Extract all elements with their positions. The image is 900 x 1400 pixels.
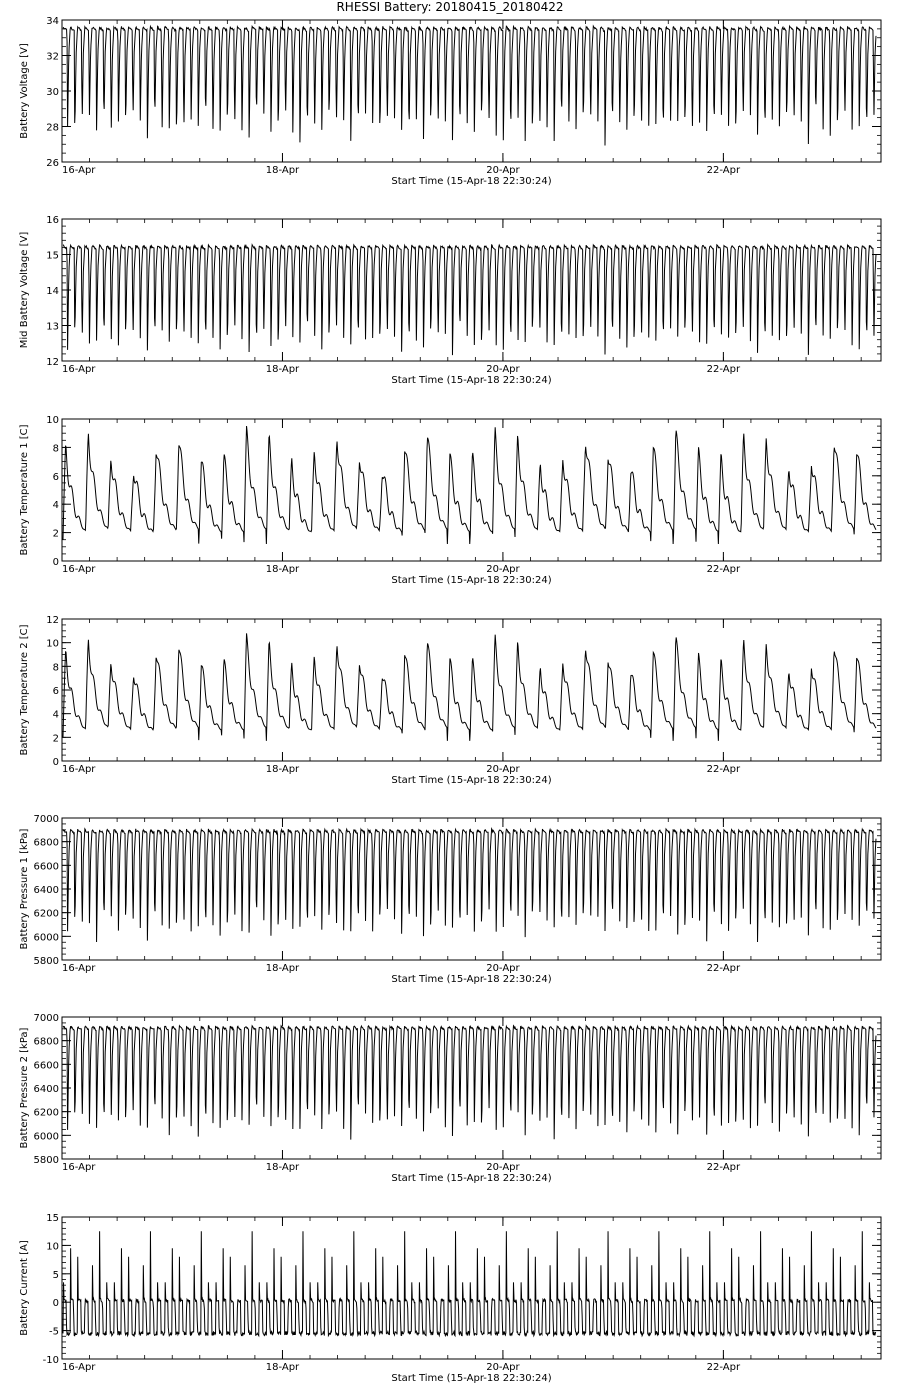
- y-tick-label: 6600: [33, 861, 59, 873]
- y-tick-label: 0: [52, 757, 59, 768]
- y-tick-label: 6800: [33, 837, 59, 849]
- y-tick-label: 30: [46, 87, 59, 98]
- x-tick-label: 20-Apr: [486, 165, 520, 176]
- y-tick-label: 5800: [33, 956, 59, 967]
- x-tick-label: 20-Apr: [486, 364, 520, 375]
- y-tick-label: 15: [46, 250, 59, 262]
- y-tick-label: 6400: [33, 1084, 59, 1095]
- series-line: [63, 829, 876, 942]
- plot-frame: [62, 1217, 881, 1359]
- y-tick-label: 10: [46, 415, 59, 426]
- y-tick-label: 7000: [33, 1013, 59, 1024]
- y-tick-label: 6: [52, 471, 59, 483]
- x-tick-label: 22-Apr: [706, 165, 741, 176]
- y-tick-label: 12: [46, 357, 59, 368]
- x-tick-label: 20-Apr: [486, 1362, 520, 1373]
- chart-panel-6: [19, 1013, 881, 1184]
- y-tick-label: 10: [46, 638, 59, 650]
- x-tick-label: 16-Apr: [62, 1362, 96, 1373]
- y-tick-label: 6000: [33, 1131, 59, 1143]
- y-tick-label: 4: [52, 709, 59, 721]
- y-axis-label: Battery Pressure 2 [kPa]: [19, 1027, 30, 1149]
- x-tick-label: 18-Apr: [265, 1162, 300, 1173]
- y-tick-label: 4: [52, 500, 59, 512]
- y-tick-label: -10: [42, 1355, 59, 1366]
- x-tick-label: 22-Apr: [706, 1162, 741, 1173]
- x-tick-label: 18-Apr: [265, 1362, 300, 1373]
- x-axis-label: Start Time (15-Apr-18 22:30:24): [391, 375, 552, 386]
- chart-panel-4: [19, 615, 881, 786]
- y-tick-label: 13: [46, 321, 59, 333]
- series-line: [63, 1231, 876, 1336]
- y-tick-label: -5: [49, 1326, 59, 1338]
- y-axis-label: Battery Current [A]: [19, 1240, 30, 1336]
- x-axis-label: Start Time (15-Apr-18 22:30:24): [391, 575, 552, 586]
- y-tick-label: 14: [46, 286, 59, 297]
- x-axis-label: Start Time (15-Apr-18 22:30:24): [391, 775, 552, 786]
- x-tick-label: 22-Apr: [706, 963, 741, 974]
- y-tick-label: 6400: [33, 885, 59, 896]
- x-axis-label: Start Time (15-Apr-18 22:30:24): [391, 974, 552, 985]
- y-axis-label: Mid Battery Voltage [V]: [19, 231, 30, 349]
- y-tick-label: 26: [46, 158, 59, 169]
- x-tick-label: 18-Apr: [265, 764, 300, 775]
- x-tick-label: 16-Apr: [62, 364, 96, 375]
- y-tick-label: 12: [46, 615, 59, 626]
- x-tick-label: 22-Apr: [706, 364, 741, 375]
- x-tick-label: 20-Apr: [486, 764, 520, 775]
- series-line: [63, 633, 876, 741]
- y-axis-label: Battery Pressure 1 [kPa]: [19, 828, 30, 950]
- y-tick-label: 7000: [33, 814, 59, 825]
- chart-panel-2: [19, 215, 881, 386]
- y-tick-label: 6200: [33, 908, 59, 920]
- x-tick-label: 22-Apr: [706, 564, 741, 575]
- y-tick-label: 15: [46, 1213, 59, 1224]
- series-line: [63, 426, 876, 544]
- x-tick-label: 22-Apr: [706, 764, 741, 775]
- x-tick-label: 16-Apr: [62, 564, 96, 575]
- x-axis-label: Start Time (15-Apr-18 22:30:24): [391, 176, 552, 187]
- y-tick-label: 6600: [33, 1060, 59, 1072]
- x-tick-label: 20-Apr: [486, 564, 520, 575]
- y-tick-label: 0: [52, 1298, 59, 1310]
- chart-panel-7: [19, 1213, 881, 1384]
- x-tick-label: 18-Apr: [265, 165, 300, 176]
- y-tick-label: 5: [52, 1269, 59, 1281]
- y-tick-label: 8: [52, 662, 59, 674]
- y-tick-label: 2: [52, 528, 59, 540]
- y-axis-label: Battery Temperature 1 [C]: [19, 424, 30, 556]
- x-axis-label: Start Time (15-Apr-18 22:30:24): [391, 1173, 552, 1184]
- series-line: [63, 1026, 876, 1140]
- page-title: RHESSI Battery: 20180415_20180422: [336, 0, 564, 14]
- y-tick-label: 32: [46, 51, 59, 63]
- series-line: [63, 245, 876, 355]
- y-tick-label: 8: [52, 443, 59, 455]
- chart-panel-5: [19, 814, 881, 985]
- y-tick-label: 6: [52, 686, 59, 697]
- chart-panel-3: [19, 415, 881, 586]
- x-tick-label: 22-Apr: [706, 1362, 741, 1373]
- x-tick-label: 20-Apr: [486, 963, 520, 974]
- x-tick-label: 18-Apr: [265, 564, 300, 575]
- y-tick-label: 34: [46, 16, 59, 27]
- y-tick-label: 10: [46, 1241, 59, 1253]
- x-tick-label: 16-Apr: [62, 165, 96, 176]
- y-tick-label: 16: [46, 215, 59, 226]
- x-tick-label: 18-Apr: [265, 963, 300, 974]
- series-line: [63, 26, 876, 145]
- y-tick-label: 6800: [33, 1036, 59, 1048]
- y-tick-label: 6000: [33, 932, 59, 944]
- x-tick-label: 20-Apr: [486, 1162, 520, 1173]
- x-axis-label: Start Time (15-Apr-18 22:30:24): [391, 1373, 552, 1384]
- y-axis-label: Battery Temperature 2 [C]: [19, 624, 30, 756]
- y-tick-label: 2: [52, 733, 59, 745]
- y-axis-label: Battery Voltage [V]: [19, 43, 30, 139]
- y-tick-label: 6200: [33, 1107, 59, 1119]
- y-tick-label: 28: [46, 122, 59, 134]
- x-tick-label: 16-Apr: [62, 1162, 96, 1173]
- y-tick-label: 5800: [33, 1155, 59, 1166]
- chart-panel-1: [19, 16, 881, 187]
- x-tick-label: 18-Apr: [265, 364, 300, 375]
- y-tick-label: 0: [52, 557, 59, 568]
- x-tick-label: 16-Apr: [62, 963, 96, 974]
- x-tick-label: 16-Apr: [62, 764, 96, 775]
